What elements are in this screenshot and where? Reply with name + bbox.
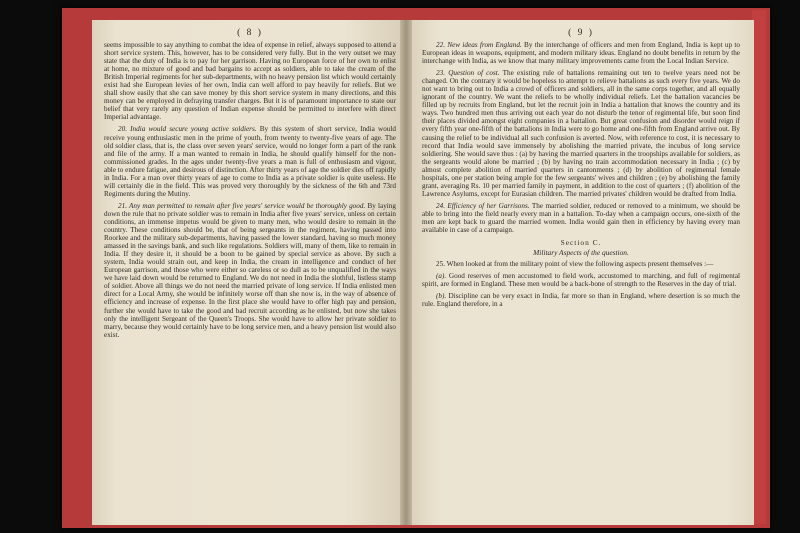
section-heading: Section C. (560, 238, 602, 248)
paragraph-body: Discipline can be very exact in India, far more so than in England, where desertion is so much the rule. England therefore, in a (422, 292, 740, 309)
paragraph (422, 292, 740, 308)
right-page (406, 20, 754, 525)
paragraph-body: By laying down the rule that no private soldier was to remain in India after five years' service, unless on certain conditions, an immense impetus would be given to many men, who would desire to remain in the country. These conditions should be, that of being sergeants in the regiment, having passed into Roorkee and the military sub-departments, having passed the lower standard, having so much money amassed in the savings bank, and such like regulations. Soldiers will, many of them, like to remain in India. If they desire it, it should be a boon to be gained by special service as above. By such a system, India would strain out, and keep in India, the cream in intelligence and conduct of her European garrison, and those who were either so careless or so dull as to be unqualified in the ways we have laid down would be returned to England. We do not need in India the slothful, listless stamp of soldier. Above all things we do not need the married private of long service. If India enlisted men direct for a Local Army, she would be infinitely worse off than she now is, in the way of absence of efficiency and increase of expense. In the first place she would have to offer high pay and pension, further she would have to take the good and bad recruit according as he enlisted, but now she takes only the intelligent Sergeant of the Queen's Troops. She would have to allow her private soldier to marry, because they would certainly have to be long service men, and a heavy pension list would also exist. (104, 201, 396, 339)
section-subheading: Military Aspects of the question. (533, 248, 629, 258)
paragraph (422, 260, 740, 268)
paragraph-body: 25. When looked at from the military point of view the following aspects present themselves :— (436, 260, 714, 269)
paragraph (422, 202, 740, 234)
paragraph (422, 272, 740, 288)
left-page-text (104, 41, 396, 339)
paragraph-heading: 22. New ideas from England. (436, 41, 522, 49)
paragraph-heading: 20. India would secure young active soldiers. (118, 125, 257, 134)
paragraph-heading: (a). (436, 272, 447, 281)
paragraph (104, 125, 396, 197)
paragraph-heading: 24. Efficiency of her Garrisons. (436, 201, 530, 210)
paragraph (422, 69, 740, 198)
left-page (92, 20, 406, 525)
page-number-right: ( 9 ) (568, 28, 594, 38)
paragraph (104, 41, 396, 121)
page-number-left: ( 8 ) (237, 28, 263, 38)
paragraph-body: By this system of short service, India would receive young enthusiastic men in the prime of youth, from twenty to twenty-five years of age. The old soldier class, that is, the class over seven years' service, would no longer form a part of the rank and file of the army. If a man wanted to remain in India, he should qualify himself for the non-commissioned grades. In the ages under twenty-five years a man is full of enthusiasm and vigour, able to endure fatigue, and desirous of distinction. After thirty years of age the soldier dies off rapidly in India. For a man over thirty years of age to come to India as a private soldier is quite useless. He will certainly die in the field. This was proved very thoroughly by the sickness of the 6th and 73rd Regiments during the Mutiny. (104, 125, 396, 198)
paragraph (104, 202, 396, 339)
right-page-text (422, 41, 740, 308)
book-gutter (400, 20, 412, 525)
paragraph-body: Good reserves of men accustomed to field work, accustomed to marching, and full of regimental spirit, are formed in England. These men would be a back-bone of strength to the Reserves in the day of trial. (422, 272, 740, 289)
paragraph-heading: 23. Question of cost. (436, 69, 500, 78)
book-cover-edge (752, 10, 766, 524)
paragraph (422, 41, 740, 65)
paragraph-body: The married soldier, reduced or removed to a minimum, we should be able to bring into the field nearly every man in a battalion. To-day when a campaign occurs, one-sixth of the men are kept back to guard the married women. India would gain then in efficiency by having every man available in case of a campaign. (422, 201, 740, 235)
paragraph-body: By the interchange of officers and men from England, India is kept up to European ideas in weapons, equipment, and modern military ideas. England no doubt benefits in return by the interchange with India, as we know that many military improvements came from the Local Indian Service. (422, 41, 740, 66)
paragraph-heading: 21. Any man permitted to remain after five years' service would be thoroughly good. (118, 201, 366, 210)
paragraph-body: The existing rule of battalions remaining out ten to twelve years need not be changed. On the contrary it would be hopeless to attempt to relieve battalions as such every five years. We do not want to bring out to India a crowd of officers and soldiers, all in the same corps together, and all equally ignorant of the country. We want the reliefs to be wholly individual reliefs. Let the battalion vacancies be filled up by recruits from England, but let the recruit join in India a battalion that knows the country and its ways. Two hundred men thus arriving out each year do not disturb the tenor of regimental life, but soon find their places divided amongst eight companies in a battalion. But great confusion and disorder would reign if every fifth year one-fifth of the battalions in India were to go home and one-fifth from England arrive out. By causing the relief to be individual all such confusion is averted. Now, with reference to cost, it is necessary to record that India would save immensely by abolishing the married private, the incubus of long service soldiering. She would save thus : (a) by having the married quarters in the troopships available for soldiers, as the sergeants would alone be married ; (b) by having no train accommodation necessary in India ; (c) by almost complete abolition of married quarters in cantonments ; (d) by abolition of regimental female hospitals, one per station being ample for the few sergeants' wives and children ; (e) by abolishing the family grant, averaging Rs. 10 per married family in payment, in addition to the cost of quarters ; (f) abolition of the Lawrence Asylums, except for Eurasian children. The married privates' children would be drafted from India. (422, 69, 740, 198)
paragraph-heading: (b). (436, 292, 447, 301)
paragraph-body: seems impossible to say anything to combat the idea of expense in relief, always supposed to attend a short service system. This, however, has to be considered very fully. But in the very outset we may state that the duty of India is to pay for her garrison. Having no European force of her own to enlist at home, no mixture of good and bad bargains to accept as soldiers, able to take the cream of the British Imperial regiments for her sub-departments, with no heavy pension list which would certainly exist had she European levies of her own, India can well afford to pay heavily for reliefs. But we shall show easily that she can save money by this short service system in many directions, and this money can be employed in defraying transfer charges. But it is of paramount importance to state our belief that very rarely any question of Indian expense should be permitted to interfere with direct Imperial advantage. (104, 41, 396, 122)
